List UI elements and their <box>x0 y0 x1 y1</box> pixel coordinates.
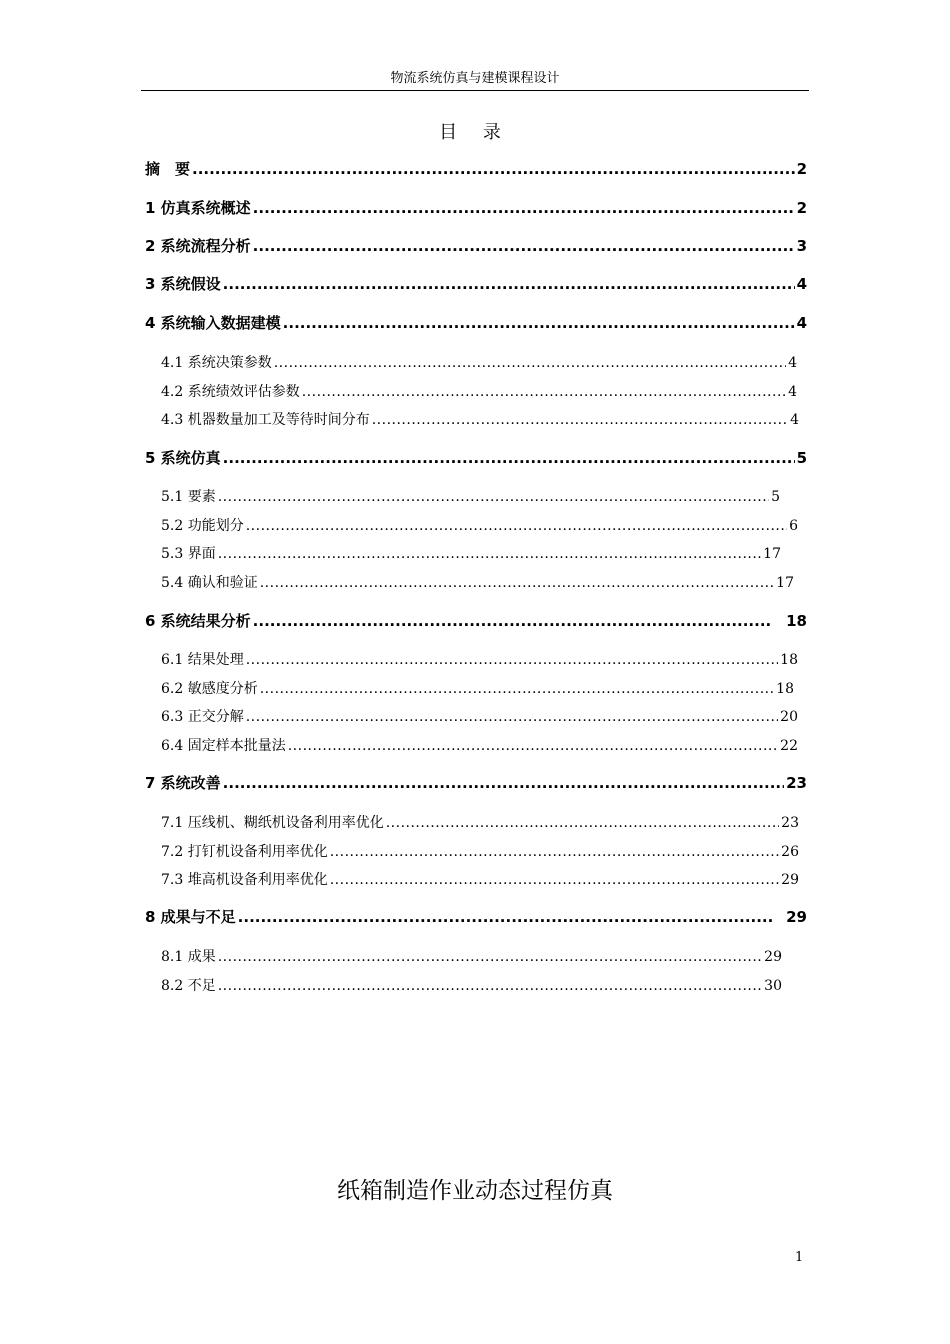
toc-entry-page: 6 <box>789 518 798 534</box>
toc-entry-label: 7.1 压线机、糊纸机设备利用率优化 <box>161 815 384 831</box>
toc-entry-4-3[interactable] <box>161 409 799 429</box>
toc-entry-page: 29 <box>764 949 782 965</box>
toc-entry-2[interactable] <box>145 235 807 256</box>
toc-entry-label: 5.3 界面 <box>161 546 216 562</box>
toc-entry-label: 摘 要 <box>145 160 191 178</box>
toc-entry-6-3[interactable] <box>161 706 798 726</box>
toc-entry-7-2[interactable] <box>161 841 799 861</box>
toc-leader-dots <box>238 908 772 926</box>
toc-entry-label: 7.2 打钉机设备利用率优化 <box>161 844 328 860</box>
toc-leader-dots <box>246 709 778 725</box>
header-title: 物流系统仿真与建模课程设计 <box>390 71 560 86</box>
toc-entry-8-1[interactable] <box>161 946 782 966</box>
toc-entry-label: 1 仿真系统概述 <box>145 199 251 217</box>
toc-entry-page: 17 <box>763 546 781 562</box>
toc-entry-label: 6.4 固定样本批量法 <box>161 738 286 754</box>
toc-entry-label: 6.2 敏感度分析 <box>161 681 258 697</box>
toc-leader-dots <box>330 872 779 888</box>
toc-entry-page: 2 <box>796 199 807 217</box>
toc-entry-page: 23 <box>786 774 807 792</box>
toc-entry-label: 3 系统假设 <box>145 275 221 293</box>
toc-leader-dots <box>283 314 795 332</box>
toc-entry-label: 5 系统仿真 <box>145 449 221 467</box>
toc-leader-dots <box>246 518 787 534</box>
toc-entry-6-2[interactable] <box>161 678 794 698</box>
toc-entry-label: 8 成果与不足 <box>145 908 236 926</box>
toc-leader-dots <box>246 652 778 668</box>
toc-leader-dots <box>260 575 774 591</box>
toc-entry-label: 8.1 成果 <box>161 949 216 965</box>
toc-entry-page: 4 <box>796 275 807 293</box>
toc-entry-6-1[interactable] <box>161 649 798 669</box>
toc-entry-label: 4.1 系统决策参数 <box>161 355 272 371</box>
toc-entry-page: 5 <box>771 489 780 505</box>
toc-title: 目 录 <box>439 122 511 143</box>
toc-entry-label: 5.1 要素 <box>161 489 216 505</box>
toc-leader-dots <box>192 160 795 178</box>
toc-entry-page: 3 <box>796 237 807 255</box>
toc-leader-dots <box>218 489 769 505</box>
toc-leader-dots <box>386 815 779 831</box>
toc-leader-dots <box>223 275 795 293</box>
toc-entry-8-2[interactable] <box>161 975 782 995</box>
toc-entry-page: 26 <box>781 844 799 860</box>
toc-leader-dots <box>253 199 795 217</box>
toc-entry-1[interactable] <box>145 197 807 218</box>
toc-leader-dots <box>218 546 761 562</box>
toc-entry-page: 29 <box>781 872 799 888</box>
toc-entry-page: 18 <box>786 612 807 630</box>
toc-entry-page: 17 <box>776 575 794 591</box>
toc-entry-label: 6 系统结果分析 <box>145 612 251 630</box>
toc-leader-dots <box>288 738 778 754</box>
toc-leader-dots <box>253 237 795 255</box>
toc-entry-label: 4.3 机器数量加工及等待时间分布 <box>161 412 370 428</box>
document-title: 纸箱制造作业动态过程仿真 <box>337 1178 613 1204</box>
toc-entry-8[interactable] <box>145 906 807 927</box>
toc-entry-5-1[interactable] <box>161 486 780 506</box>
toc-entry-4[interactable] <box>145 312 807 333</box>
toc-leader-dots <box>253 612 772 630</box>
toc-entry-5[interactable] <box>145 447 807 468</box>
toc-entry-label: 5.2 功能划分 <box>161 518 244 534</box>
toc-leader-dots <box>372 412 788 428</box>
toc-entry-page: 18 <box>776 681 794 697</box>
toc-entry-page: 18 <box>780 652 798 668</box>
page-number: 1 <box>795 1250 804 1265</box>
toc-entry-page: 4 <box>788 355 797 371</box>
toc-entry-label: 8.2 不足 <box>161 978 216 994</box>
toc-entry-label: 7.3 堆高机设备利用率优化 <box>161 872 328 888</box>
toc-leader-dots <box>218 949 762 965</box>
toc-entry-page: 4 <box>790 412 799 428</box>
toc-entry-page: 20 <box>780 709 798 725</box>
toc-entry-4-2[interactable] <box>161 381 797 401</box>
toc-entry-4-1[interactable] <box>161 352 797 372</box>
toc-entry-7-3[interactable] <box>161 869 799 889</box>
toc-entry-abstract[interactable] <box>145 158 807 179</box>
toc-entry-page: 23 <box>781 815 799 831</box>
running-header <box>141 70 809 91</box>
toc-entry-page: 2 <box>796 160 807 178</box>
toc-entry-7-1[interactable] <box>161 812 799 832</box>
toc-entry-label: 6.3 正交分解 <box>161 709 244 725</box>
toc-entry-label: 4.2 系统绩效评估参数 <box>161 384 300 400</box>
toc-entry-3[interactable] <box>145 273 807 294</box>
toc-entry-page: 4 <box>796 314 807 332</box>
toc-entry-label: 6.1 结果处理 <box>161 652 244 668</box>
toc-leader-dots <box>274 355 786 371</box>
toc-leader-dots <box>260 681 774 697</box>
toc-leader-dots <box>302 384 786 400</box>
toc-entry-label: 4 系统输入数据建模 <box>145 314 281 332</box>
toc-entry-page: 4 <box>788 384 797 400</box>
toc-entry-6[interactable] <box>145 610 807 631</box>
toc-entry-5-2[interactable] <box>161 515 798 535</box>
toc-entry-5-4[interactable] <box>161 572 794 592</box>
toc-entry-page: 29 <box>786 908 807 926</box>
toc-entry-page: 22 <box>780 738 798 754</box>
toc-leader-dots <box>223 449 795 467</box>
toc-entry-label: 5.4 确认和验证 <box>161 575 258 591</box>
toc-entry-7[interactable] <box>145 772 807 793</box>
toc-entry-6-4[interactable] <box>161 735 798 755</box>
toc-leader-dots <box>330 844 779 860</box>
toc-entry-label: 7 系统改善 <box>145 774 221 792</box>
toc-entry-page: 5 <box>796 449 807 467</box>
toc-leader-dots <box>218 978 762 994</box>
toc-entry-label: 2 系统流程分析 <box>145 237 251 255</box>
toc-entry-page: 30 <box>764 978 782 994</box>
toc-entry-5-3[interactable] <box>161 543 781 563</box>
toc-leader-dots <box>223 774 784 792</box>
